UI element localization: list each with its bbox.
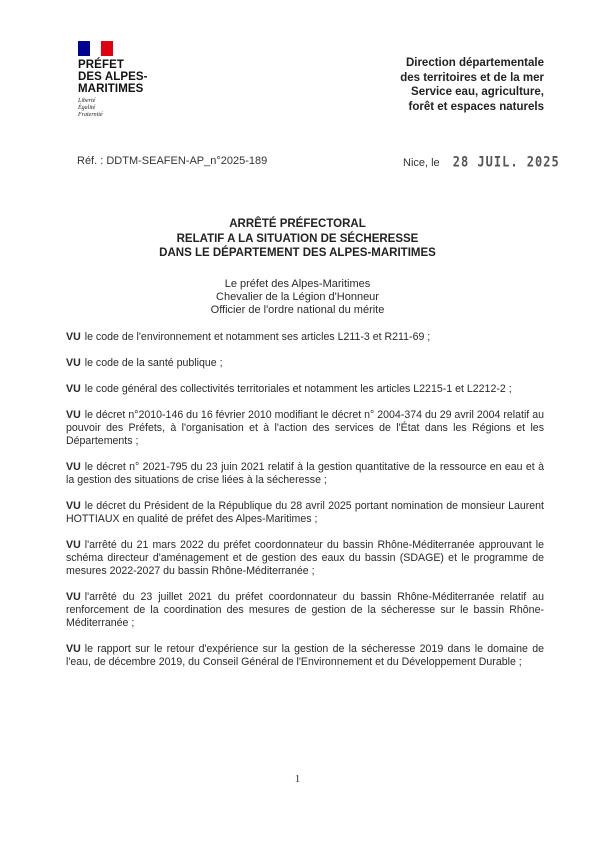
title-line: DANS LE DÉPARTEMENT DES ALPES-MARITIMES <box>159 247 436 259</box>
prefecture-logo <box>78 41 198 119</box>
direction-line: des territoires et de la mer <box>400 71 544 84</box>
consideration-text: le code de la santé publique ; <box>84 357 223 369</box>
consideration-text: le rapport sur le retour d'expérience sur la gestion de la sécheresse 2019 dans le domaine de l'eau, de décembre 2019, du Conseil Général de l'Environnement et du Développement Durable ; <box>66 643 544 668</box>
direction-line: Service eau, agriculture, <box>411 86 544 98</box>
consideration-text: le décret n° 2021-795 du 23 juin 2021 relatif à la gestion quantitative de la ressource en eau et à la gestion des situations de crise liées à la sécheresse ; <box>66 461 544 486</box>
consideration-item <box>66 357 544 370</box>
intro-line: Chevalier de la Légion d'Honneur <box>216 291 379 303</box>
vu-keyword: VU <box>66 357 81 369</box>
vu-keyword: VU <box>66 409 81 421</box>
consideration-item <box>66 643 544 669</box>
place-and-date <box>403 155 560 169</box>
prefecture-name-line: PRÉFET <box>78 59 124 71</box>
document-reference: Réf. : DDTM-SEAFEN-AP_n°2025-189 <box>77 155 268 167</box>
consideration-item <box>66 331 544 344</box>
prefecture-name-line: MARITIMES <box>78 83 144 95</box>
consideration-text: le code de l'environnement et notamment ses articles L211-3 et R211-69 ; <box>84 331 431 343</box>
motto-line: Liberté <box>78 98 96 104</box>
marianne-flag-icon <box>78 41 113 56</box>
issuing-direction <box>400 56 544 114</box>
consideration-text: le décret n°2010-146 du 16 février 2010 modifiant le décret n° 2004-374 du 29 avril 2004 relatif au pouvoir des Préfets, à l'organisation et à l'action des services de l'État dans les Régions et les Départements ; <box>66 409 544 447</box>
motto-line: Égalité <box>78 105 96 111</box>
republic-motto <box>78 98 198 119</box>
consideration-item <box>66 539 544 578</box>
prefecture-name <box>78 59 198 95</box>
considerations-list <box>66 331 544 682</box>
consideration-item <box>66 591 544 630</box>
prefect-intro <box>0 278 595 317</box>
intro-line: Le préfet des Alpes-Maritimes <box>224 278 371 290</box>
prefecture-name-line: DES ALPES- <box>78 71 148 83</box>
consideration-item <box>66 500 544 526</box>
consideration-item <box>66 461 544 487</box>
title-line: ARRÊTÉ PRÉFECTORAL <box>229 218 366 230</box>
vu-keyword: VU <box>66 461 81 473</box>
vu-keyword: VU <box>66 643 81 655</box>
title-line: RELATIF A LA SITUATION DE SÉCHERESSE <box>176 232 419 245</box>
consideration-text: le code général des collectivités territoriales et notamment les articles L2215-1 et L2212-2 ; <box>84 383 512 395</box>
consideration-text: l'arrêté du 23 juillet 2021 du préfet coordonnateur du bassin Rhône-Méditerranée relatif au renforcement de la coordination des mesures de gestion de la sécheresse sur le bassin Rhône-Méditerranée ; <box>66 591 544 629</box>
vu-keyword: VU <box>66 383 81 395</box>
consideration-text: l'arrêté du 21 mars 2022 du préfet coordonnateur du bassin Rhône-Méditerranée approuvant le schéma directeur d'aménagement et de gestion des eaux du bassin (SDAGE) et le programme de mesures 2022-2027 du bassin Rhône-Méditerranée ; <box>66 539 544 577</box>
decree-title <box>0 217 595 261</box>
consideration-item <box>66 383 544 396</box>
consideration-item <box>66 409 544 448</box>
date-stamp: 28 JUIL. 2025 <box>452 153 560 171</box>
consideration-text: le décret du Président de la République du 28 avril 2025 portant nomination de monsieur Laurent HOTTIAUX en qualité de préfet des Alpes-Maritimes ; <box>66 500 544 525</box>
vu-keyword: VU <box>66 331 81 343</box>
direction-line: Direction départementale <box>405 57 544 69</box>
vu-keyword: VU <box>66 539 81 551</box>
vu-keyword: VU <box>66 500 81 512</box>
page-number: 1 <box>294 773 301 785</box>
vu-keyword: VU <box>66 591 81 603</box>
motto-line: Fraternité <box>78 112 103 118</box>
place-label: Nice, le <box>403 157 440 169</box>
direction-line: forêt et espaces naturels <box>408 100 544 113</box>
intro-line: Officier de l'ordre national du mérite <box>210 304 385 316</box>
